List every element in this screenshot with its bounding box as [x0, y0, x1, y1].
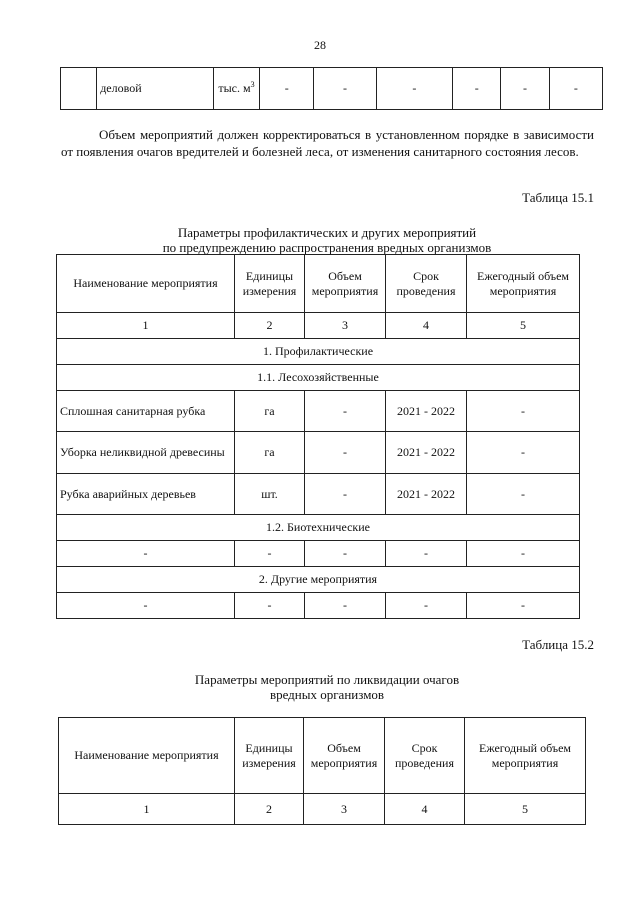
table-label: Таблица 15.2 — [522, 637, 594, 652]
header-cell: Объем мероприятия — [305, 255, 386, 313]
table-cell: - — [386, 593, 467, 619]
number-cell: 3 — [304, 794, 385, 825]
table-cell: - — [467, 541, 580, 567]
table-title — [0, 225, 640, 255]
table-cell: - — [305, 541, 386, 567]
section-heading: 2. Другие мероприятия — [57, 567, 580, 593]
header-row — [57, 255, 580, 313]
table-title-line: Параметры профилактических и других мероприятий — [177, 225, 477, 240]
table-cell: - — [57, 593, 235, 619]
table-row — [61, 68, 603, 110]
table-cell: - — [260, 68, 314, 110]
number-cell: 4 — [386, 313, 467, 339]
unit-superscript: 3 — [250, 80, 255, 90]
header-cell: Ежегодный объем мероприятия — [467, 255, 580, 313]
number-cell: 5 — [465, 794, 586, 825]
table-row — [57, 593, 580, 619]
header-cell: Срок проведения — [386, 255, 467, 313]
table-title-line: вредных организмов — [269, 687, 385, 702]
unit-cell — [213, 68, 259, 110]
table-cell: - — [305, 593, 386, 619]
header-cell: Наименование мероприятия — [57, 255, 235, 313]
table-cell: 2021 - 2022 — [386, 432, 467, 474]
table-cell: деловой — [97, 68, 214, 110]
table-cell: - — [57, 541, 235, 567]
table-cell: - — [467, 391, 580, 432]
table-cell: Уборка неликвидной древесины — [57, 432, 235, 474]
table-cell: 2021 - 2022 — [386, 391, 467, 432]
table-cell: Рубка аварийных деревьев — [57, 474, 235, 515]
header-cell: Объем мероприятия — [304, 718, 385, 794]
numbering-row — [57, 313, 580, 339]
unit-text: тыс. м — [218, 81, 251, 96]
section-row — [57, 567, 580, 593]
section-row — [57, 515, 580, 541]
number-cell: 4 — [385, 794, 465, 825]
table-cell: - — [235, 541, 305, 567]
section-heading: 1.1. Лесохозяйственные — [57, 365, 580, 391]
body-paragraph: Объем мероприятий должен корректироваться в установленном порядке в зависимости от появления очагов вредителей и болезней леса, от изменения санитарного состояния лесов. — [61, 127, 594, 159]
table-cell: га — [235, 432, 305, 474]
table-cell — [61, 68, 97, 110]
section-row — [57, 339, 580, 365]
table-title-line: Параметры мероприятий по ликвидации очагов — [194, 672, 460, 687]
table-cell: - — [235, 593, 305, 619]
table-cell: - — [305, 474, 386, 515]
section-heading: 1. Профилактические — [57, 339, 580, 365]
table-row — [57, 391, 580, 432]
table-cell: - — [305, 391, 386, 432]
table-row — [57, 474, 580, 515]
table-15-2 — [58, 717, 586, 825]
table-cell: - — [376, 68, 452, 110]
table-cell: - — [314, 68, 376, 110]
section-row — [57, 365, 580, 391]
number-cell: 1 — [57, 313, 235, 339]
header-cell: Единицы измерения — [235, 718, 304, 794]
table-cell: - — [386, 541, 467, 567]
table-title — [0, 672, 640, 702]
table-cell: Сплошная санитарная рубка — [57, 391, 235, 432]
table-15-1 — [56, 254, 580, 619]
table-cell: 2021 - 2022 — [386, 474, 467, 515]
table-cell: га — [235, 391, 305, 432]
table-cell: - — [501, 68, 549, 110]
table-cell: - — [453, 68, 501, 110]
table-cell: - — [467, 474, 580, 515]
table-label: Таблица 15.1 — [522, 190, 594, 205]
header-cell: Ежегодный объем мероприятия — [465, 718, 586, 794]
table-row — [57, 432, 580, 474]
page-number: 28 — [314, 38, 326, 52]
section-heading: 1.2. Биотехнические — [57, 515, 580, 541]
number-cell: 2 — [235, 794, 304, 825]
table-cell: - — [467, 432, 580, 474]
header-cell: Единицы измерения — [235, 255, 305, 313]
number-cell: 3 — [305, 313, 386, 339]
table-row — [57, 541, 580, 567]
number-cell: 5 — [467, 313, 580, 339]
table-cell: - — [467, 593, 580, 619]
header-row — [59, 718, 586, 794]
table-cell: - — [305, 432, 386, 474]
numbering-row — [59, 794, 586, 825]
table-cell: шт. — [235, 474, 305, 515]
continued-table — [60, 67, 603, 110]
table-cell: - — [549, 68, 602, 110]
table-title-line: по предупреждению распространения вредных организмов — [162, 240, 492, 255]
header-cell: Наименование мероприятия — [59, 718, 235, 794]
number-cell: 1 — [59, 794, 235, 825]
number-cell: 2 — [235, 313, 305, 339]
header-cell: Срок проведения — [385, 718, 465, 794]
